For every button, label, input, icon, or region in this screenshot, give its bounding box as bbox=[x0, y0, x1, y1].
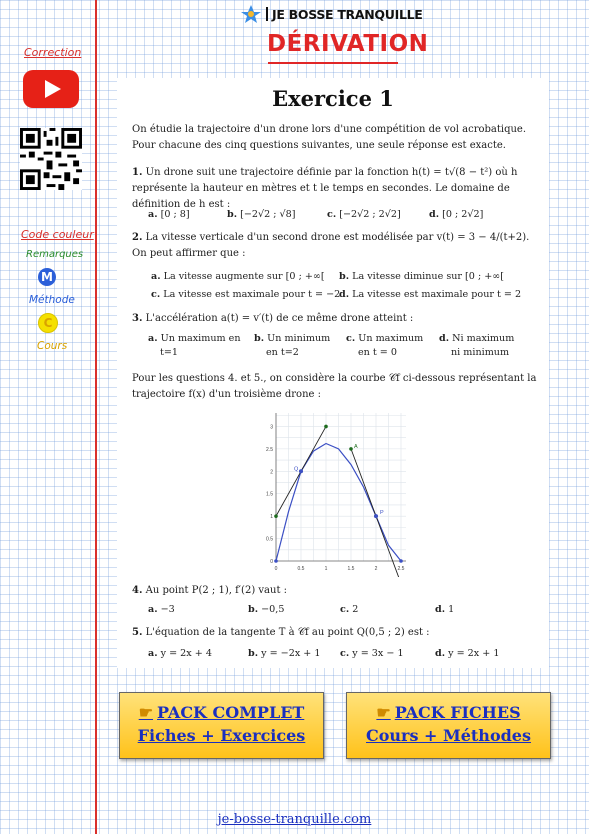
exercise-title: Exercice 1 bbox=[272, 86, 394, 111]
question-text: Un drone suit une trajectoire définie par la fonction h(t) = t√(8 − t²) où h représente la hauteur en mètres et t le temps en secondes. Le domaine de définition de h est : bbox=[132, 167, 518, 210]
q4-option-d[interactable]: d. 1 bbox=[435, 604, 455, 615]
y-tick-label: 1.5 bbox=[266, 491, 273, 498]
remarques-label: Remarques bbox=[26, 249, 84, 260]
question-5: 5. L'équation de la tangente T à 𝒞f au point Q(0,5 ; 2) est : bbox=[132, 627, 430, 638]
q2-option-c[interactable]: c. La vitesse est maximale pour t = −2 bbox=[151, 289, 341, 300]
exercise-intro: On étudie la trajectoire d'un drone lors d'une compétition de vol acrobatique. Pour chacune des cinq questions suivantes, une seule réponse est exacte. bbox=[132, 124, 527, 151]
question-3: 3. L'accélération a(t) = v′(t) de ce même drone atteint : bbox=[132, 313, 414, 324]
cours-label: Cours bbox=[37, 340, 68, 352]
q3-option-c[interactable]: c. Un maximum en t = 0 bbox=[346, 333, 424, 358]
brand-logo-icon bbox=[240, 4, 262, 24]
cours-badge-icon: C bbox=[38, 313, 58, 333]
curve-point bbox=[399, 559, 403, 563]
brand-header[interactable] bbox=[240, 4, 423, 24]
methode-label: Méthode bbox=[29, 294, 75, 306]
q1-option-c[interactable]: c. [−2√2 ; 2√2] bbox=[327, 209, 401, 220]
x-tick-label: 2.5 bbox=[397, 566, 405, 572]
y-tick-label: 0 bbox=[270, 559, 273, 565]
margin-line bbox=[95, 0, 97, 834]
q4-option-a[interactable]: a. −3 bbox=[148, 604, 175, 615]
tangent-point bbox=[349, 447, 353, 451]
x-tick-label: 0.5 bbox=[297, 566, 305, 572]
point-label: P bbox=[380, 510, 384, 517]
remarques-badge-icon: M bbox=[38, 268, 56, 286]
exercise-sheet bbox=[117, 78, 549, 668]
q4-option-b[interactable]: b. −0,5 bbox=[248, 604, 285, 615]
q5-option-d[interactable]: d. y = 2x + 1 bbox=[435, 648, 500, 659]
q1-option-b[interactable]: b. [−2√2 ; √8] bbox=[227, 209, 296, 220]
y-tick-label: 2 bbox=[270, 469, 273, 476]
x-tick-label: 2 bbox=[374, 566, 378, 572]
q45-intro: Pour les questions 4. et 5., on considère la courbe 𝒞f ci-dessous représentant la trajectoire f(x) d'un troisième drone : bbox=[132, 373, 537, 400]
qr-code-icon[interactable] bbox=[20, 128, 82, 190]
q5-option-c[interactable]: c. y = 3x − 1 bbox=[340, 648, 404, 659]
title-underline bbox=[268, 62, 398, 64]
question-4: 4. Au point P(2 ; 1), f′(2) vaut : bbox=[132, 585, 288, 596]
q2-option-b[interactable]: b. La vitesse diminue sur [0 ; +∞[ bbox=[339, 271, 505, 282]
footer-link[interactable]: je-bosse-tranquille.com bbox=[217, 812, 372, 827]
q3-option-d[interactable]: d. Ni maximum ni minimum bbox=[439, 333, 515, 358]
point-label: Q bbox=[294, 466, 299, 473]
brand-name: JE BOSSE TRANQUILLE bbox=[272, 6, 423, 22]
x-tick-label: 1 bbox=[324, 566, 328, 572]
y-tick-label: 2.5 bbox=[266, 446, 273, 453]
q2-option-d[interactable]: d. La vitesse est maximale pour t = 2 bbox=[339, 289, 522, 300]
page-title: DÉRIVATION bbox=[267, 31, 429, 57]
tangent-point bbox=[274, 514, 278, 518]
q5-option-b[interactable]: b. y = −2x + 1 bbox=[248, 648, 321, 659]
question-number: 1. bbox=[132, 167, 143, 178]
q4-option-c[interactable]: c. 2 bbox=[340, 604, 359, 615]
question-1 bbox=[132, 165, 537, 213]
q5-option-a[interactable]: a. y = 2x + 4 bbox=[148, 648, 212, 659]
q3-option-b[interactable]: b. Un minimum en t=2 bbox=[254, 333, 331, 358]
point-p bbox=[374, 514, 378, 518]
pack-complet-button[interactable]: ☛ PACK COMPLET Fiches + Exercices bbox=[119, 692, 324, 759]
point-q bbox=[299, 469, 303, 473]
point-label: A bbox=[354, 443, 358, 450]
x-tick-label: 1.5 bbox=[347, 566, 355, 572]
correction-label: Correction bbox=[24, 46, 82, 59]
brand-separator bbox=[266, 7, 268, 21]
color-code-label: Code couleur bbox=[21, 228, 94, 241]
pack-fiches-button[interactable]: ☛ PACK FICHES Cours + Méthodes bbox=[346, 692, 551, 759]
pointing-hand-icon: ☛ bbox=[376, 703, 391, 722]
q1-option-a[interactable]: a. [0 ; 8] bbox=[148, 209, 190, 220]
y-tick-label: 3 bbox=[270, 424, 273, 431]
trajectory-chart bbox=[262, 407, 412, 577]
youtube-play-icon[interactable] bbox=[23, 70, 79, 108]
y-tick-label: 0.5 bbox=[266, 536, 273, 543]
question-2: 2. La vitesse verticale d'un second drone est modélisée par v(t) = 3 − 4/(t+2). On peut affirmer que : bbox=[132, 232, 530, 259]
tangent-point bbox=[324, 425, 328, 429]
x-tick-label: 0 bbox=[274, 566, 278, 572]
curve-point bbox=[274, 559, 278, 563]
y-tick-label: 1 bbox=[270, 514, 273, 521]
pointing-hand-icon: ☛ bbox=[138, 703, 154, 722]
q3-option-a[interactable]: a. Un maximum en t=1 bbox=[148, 333, 241, 358]
q1-option-d[interactable]: d. [0 ; 2√2] bbox=[429, 209, 484, 220]
q2-option-a[interactable]: a. La vitesse augmente sur [0 ; +∞[ bbox=[151, 271, 325, 282]
